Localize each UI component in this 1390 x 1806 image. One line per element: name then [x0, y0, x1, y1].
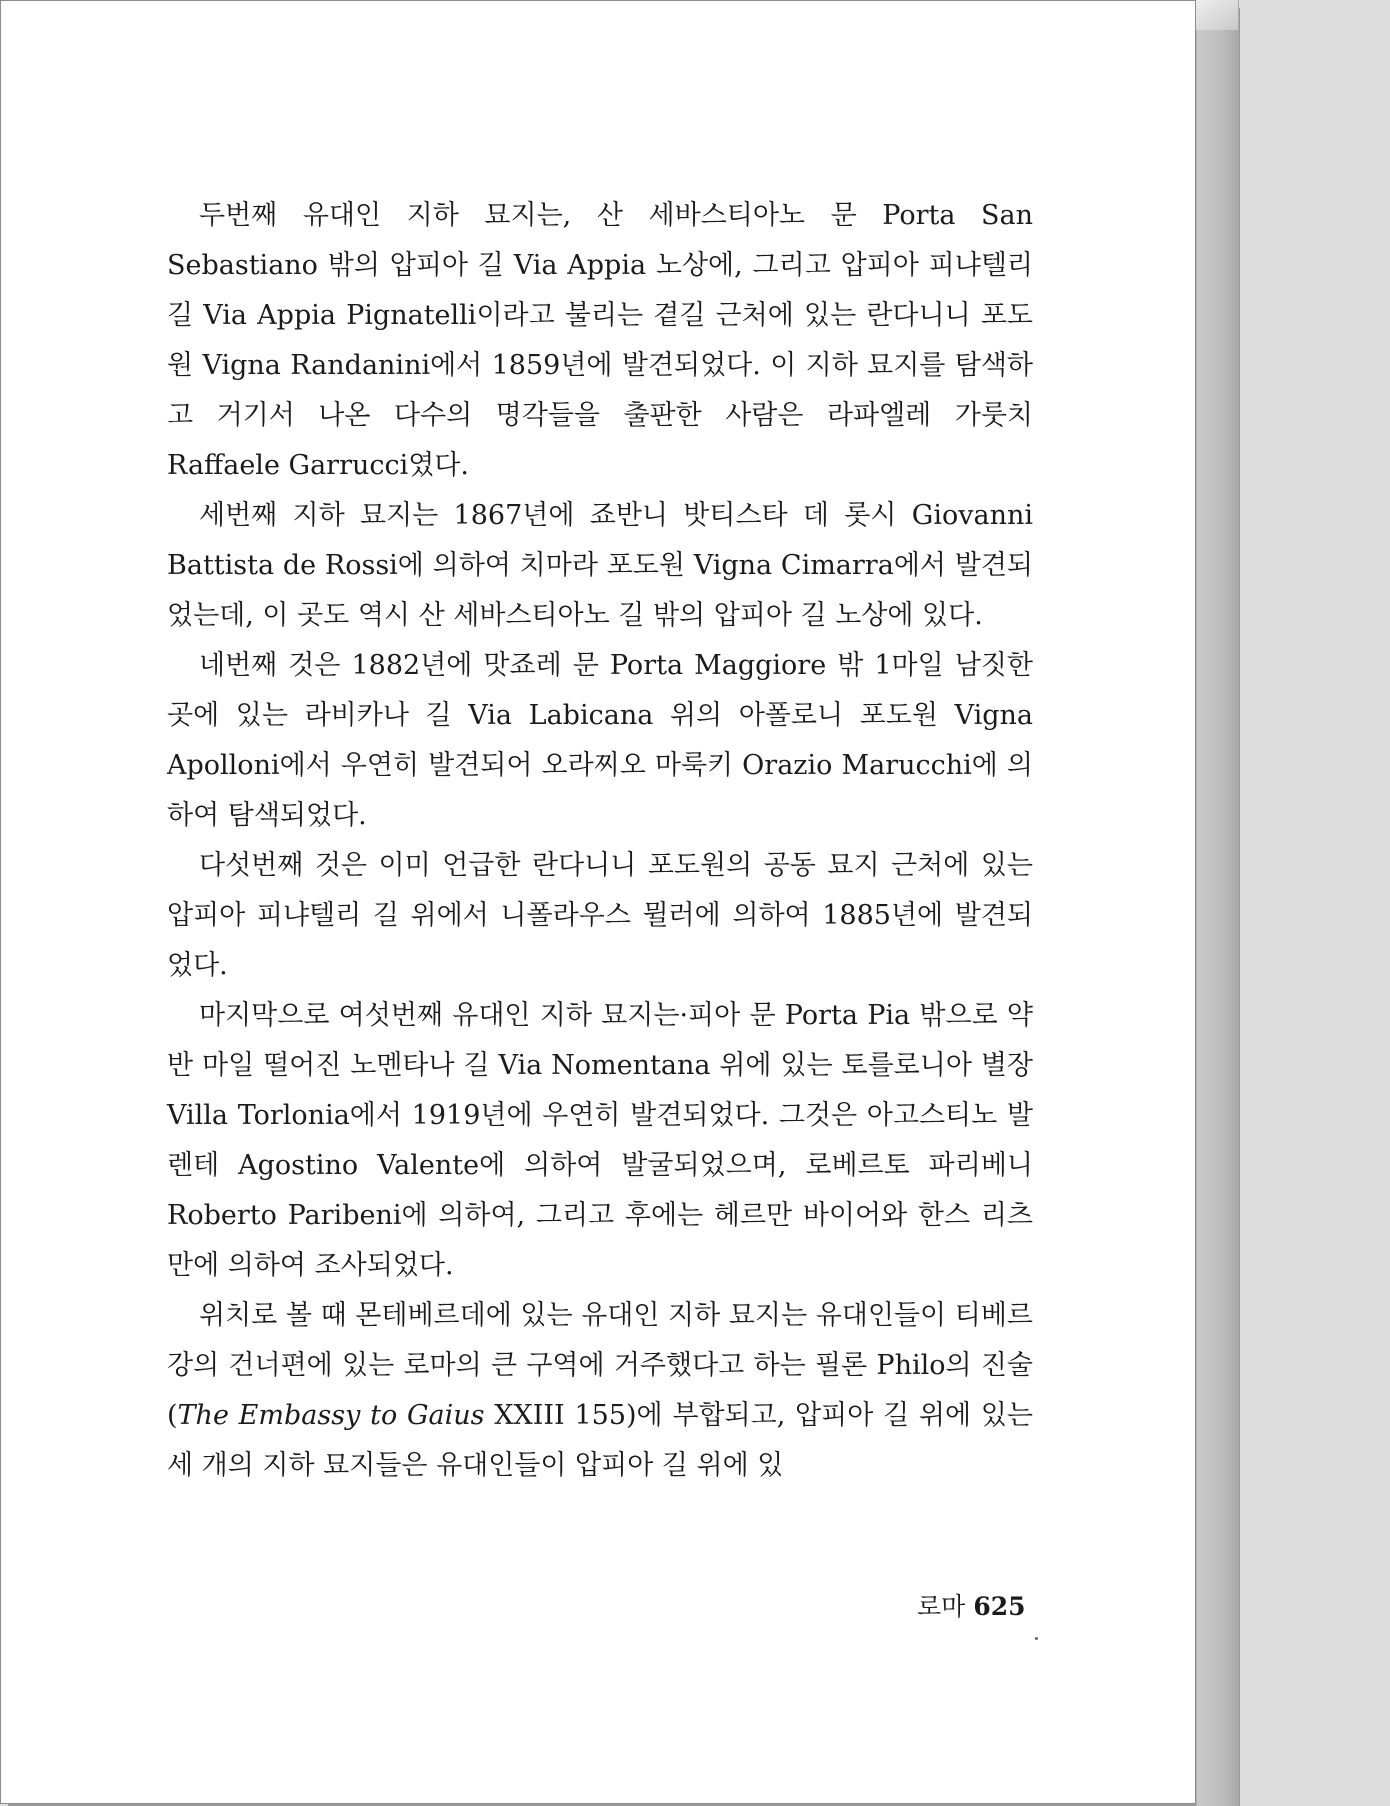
- scan-speck: [1035, 1637, 1038, 1640]
- paragraph-location-text-before: 위치로 볼 때 몬테베르데에 있는 유대인 지하 묘지는 유대인들이 티베르 강의 건너편에 있는 로마의 큰 구역에 거주했다고 하는 필론 Philo의 진술(: [167, 1300, 1033, 1431]
- page-edge-corner: [1196, 0, 1238, 30]
- paragraph-location: [167, 1291, 1033, 1491]
- work-title: The Embassy to Gaius: [177, 1400, 485, 1431]
- paragraph-fifth-catacomb: 다섯번째 것은 이미 언급한 란다니니 포도원의 공동 묘지 근처에 있는 압피아 피냐텔리 길 위에서 니폴라우스 뮐러에 의하여 1885년에 발견되었다.: [167, 850, 1033, 981]
- page-number: 625: [973, 1592, 1026, 1621]
- page-footer: [917, 1587, 1026, 1623]
- paragraph-location-text-after: XXIII 155)에 부합되고, 압피아 길 위에 있는 세 개의 지하 묘지들은 유대인들이 압피아 길 위에 있: [167, 1400, 1033, 1481]
- paragraph-second-catacomb: 두번째 유대인 지하 묘지는, 산 세바스티아노 문 Porta San Sebastiano 밖의 압피아 길 Via Appia 노상에, 그리고 압피아 피냐텔리 길 Via Appia Pignatelli이라고 불리는 곁길 근처에 있는 란다니니 포도원 Vigna Randanini에서 1859년에 발견되었다. 이 지하 묘지를 탐색하고 거기서 나온 다수의 명각들을 출판한 사람은 라파엘레 가룻치 Raffaele Garrucci였다.: [167, 200, 1033, 481]
- running-head: 로마: [917, 1592, 966, 1621]
- paragraph-sixth-catacomb: 마지막으로 여섯번째 유대인 지하 묘지는·피아 문 Porta Pia 밖으로 약 반 마일 떨어진 노멘타나 길 Via Nomentana 위에 있는 토를로니아 별장 Villa Torlonia에서 1919년에 우연히 발견되었다. 그것은 아고스티노 발렌테 Agostino Valente에 의하여 발굴되었으며, 로베르토 파리베니 Roberto Paribeni에 의하여, 그리고 후에는 헤르만 바이어와 한스 리츠만에 의하여 조사되었다.: [167, 1000, 1033, 1281]
- paragraph-third-catacomb: 세번째 지하 묘지는 1867년에 죠반니 밧티스타 데 롯시 Giovanni Battista de Rossi에 의하여 치마라 포도원 Vigna Cimarra에서 발견되었는데, 이 곳도 역시 산 세바스티아노 길 밖의 압피아 길 노상에 있다.: [167, 500, 1033, 631]
- paragraph-fourth-catacomb: 네번째 것은 1882년에 맛죠레 문 Porta Maggiore 밖 1마일 남짓한 곳에 있는 라비카나 길 Via Labicana 위의 아폴로니 포도원 Vigna Apolloni에서 우연히 발견되어 오라찌오 마룩키 Orazio Marucchi에 의하여 탐색되었다.: [167, 650, 1033, 831]
- page-edge: [1196, 0, 1239, 1806]
- body-text: [167, 191, 1033, 1491]
